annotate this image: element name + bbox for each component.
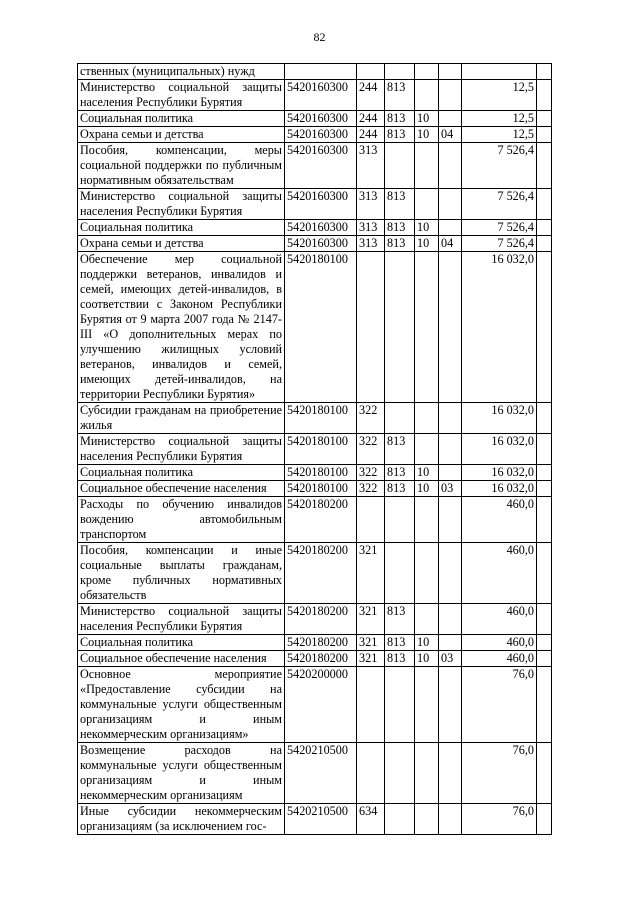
extra-column-cell (537, 127, 552, 143)
row-name-cell: Министерство социальной защиты населения Республики Бурятия (78, 434, 285, 465)
subsection-cell (439, 403, 462, 434)
target-code-cell: 5420210500 (285, 743, 357, 804)
row-name-cell: Расходы по обучению инвалидов вождению автомобильным транспортом (78, 497, 285, 543)
extra-column-cell (537, 403, 552, 434)
extra-column-cell (537, 111, 552, 127)
row-name-cell: Министерство социальной защиты населения Республики Бурятия (78, 80, 285, 111)
expense-type-cell: 322 (357, 403, 385, 434)
section-cell (415, 252, 439, 403)
section-cell: 10 (415, 635, 439, 651)
expense-type-cell: 244 (357, 127, 385, 143)
target-code-cell: 5420160300 (285, 111, 357, 127)
ministry-code-cell (385, 403, 415, 434)
amount-cell: 76,0 (462, 804, 537, 835)
row-name-cell: Иные субсидии некоммерческим организациям (за исключением гос- (78, 804, 285, 835)
table-row (78, 111, 552, 127)
section-cell (415, 543, 439, 604)
row-name-cell: Охрана семьи и детства (78, 236, 285, 252)
expense-type-cell (357, 252, 385, 403)
row-name-cell: Основное мероприятие «Предоставление субсидии на коммунальные услуги общественным организациям и иным некоммерческим организациям» (78, 667, 285, 743)
amount-cell: 16 032,0 (462, 481, 537, 497)
row-name-cell: Социальная политика (78, 220, 285, 236)
amount-cell: 16 032,0 (462, 252, 537, 403)
subsection-cell (439, 804, 462, 835)
row-name-cell: Министерство социальной защиты населения Республики Бурятия (78, 189, 285, 220)
extra-column-cell (537, 743, 552, 804)
extra-column-cell (537, 189, 552, 220)
ministry-code-cell (385, 497, 415, 543)
expense-type-cell: 322 (357, 481, 385, 497)
row-name-cell: ственных (муниципальных) нужд (78, 64, 285, 80)
section-cell (415, 403, 439, 434)
ministry-code-cell: 813 (385, 465, 415, 481)
amount-cell: 7 526,4 (462, 189, 537, 220)
expense-type-cell: 244 (357, 111, 385, 127)
target-code-cell: 5420160300 (285, 220, 357, 236)
expense-type-cell: 313 (357, 220, 385, 236)
table-row (78, 804, 552, 835)
ministry-code-cell (385, 743, 415, 804)
section-cell: 10 (415, 236, 439, 252)
section-cell: 10 (415, 651, 439, 667)
table-row (78, 80, 552, 111)
target-code-cell: 5420210500 (285, 804, 357, 835)
extra-column-cell (537, 434, 552, 465)
ministry-code-cell (385, 252, 415, 403)
table-row (78, 667, 552, 743)
expense-type-cell (357, 743, 385, 804)
target-code-cell: 5420180200 (285, 651, 357, 667)
target-code-cell: 5420160300 (285, 127, 357, 143)
subsection-cell: 03 (439, 651, 462, 667)
row-name-cell: Социальная политика (78, 111, 285, 127)
expense-type-cell (357, 667, 385, 743)
ministry-code-cell (385, 543, 415, 604)
subsection-cell (439, 465, 462, 481)
subsection-cell (439, 189, 462, 220)
section-cell (415, 143, 439, 189)
section-cell (415, 434, 439, 465)
target-code-cell: 5420180100 (285, 481, 357, 497)
ministry-code-cell: 813 (385, 604, 415, 635)
ministry-code-cell: 813 (385, 635, 415, 651)
section-cell (415, 804, 439, 835)
amount-cell: 12,5 (462, 127, 537, 143)
ministry-code-cell: 813 (385, 111, 415, 127)
table-row (78, 236, 552, 252)
target-code-cell: 5420180200 (285, 635, 357, 651)
target-code-cell: 5420200000 (285, 667, 357, 743)
extra-column-cell (537, 651, 552, 667)
section-cell (415, 667, 439, 743)
table-row (78, 497, 552, 543)
expense-type-cell: 313 (357, 143, 385, 189)
extra-column-cell (537, 667, 552, 743)
row-name-cell: Социальное обеспечение населения (78, 651, 285, 667)
target-code-cell: 5420180100 (285, 434, 357, 465)
table-row (78, 252, 552, 403)
section-cell (415, 743, 439, 804)
amount-cell: 76,0 (462, 743, 537, 804)
expense-type-cell: 244 (357, 80, 385, 111)
target-code-cell: 5420180200 (285, 604, 357, 635)
target-code-cell: 5420180200 (285, 497, 357, 543)
table-row (78, 481, 552, 497)
table-row (78, 543, 552, 604)
extra-column-cell (537, 252, 552, 403)
table-row (78, 189, 552, 220)
amount-cell: 12,5 (462, 111, 537, 127)
table-row (78, 743, 552, 804)
amount-cell: 16 032,0 (462, 465, 537, 481)
row-name-cell: Социальное обеспечение населения (78, 481, 285, 497)
subsection-cell: 03 (439, 481, 462, 497)
subsection-cell (439, 64, 462, 80)
table-row (78, 220, 552, 236)
amount-cell: 7 526,4 (462, 236, 537, 252)
subsection-cell (439, 143, 462, 189)
extra-column-cell (537, 143, 552, 189)
expense-type-cell: 322 (357, 465, 385, 481)
row-name-cell: Пособия, компенсации, меры социальной поддержки по публичным нормативным обязательствам (78, 143, 285, 189)
section-cell: 10 (415, 220, 439, 236)
row-name-cell: Пособия, компенсации и иные социальные выплаты гражданам, кроме публичных нормативных обязательств (78, 543, 285, 604)
table-row (78, 64, 552, 80)
ministry-code-cell (385, 804, 415, 835)
extra-column-cell (537, 604, 552, 635)
ministry-code-cell: 813 (385, 434, 415, 465)
amount-cell: 7 526,4 (462, 143, 537, 189)
target-code-cell: 5420180200 (285, 543, 357, 604)
subsection-cell (439, 252, 462, 403)
row-name-cell: Охрана семьи и детства (78, 127, 285, 143)
subsection-cell (439, 635, 462, 651)
ministry-code-cell: 813 (385, 189, 415, 220)
row-name-cell: Возмещение расходов на коммунальные услуги общественным организациям и иным некоммерческим организациям (78, 743, 285, 804)
section-cell: 10 (415, 111, 439, 127)
amount-cell: 12,5 (462, 80, 537, 111)
ministry-code-cell: 813 (385, 80, 415, 111)
expense-type-cell: 321 (357, 651, 385, 667)
target-code-cell: 5420160300 (285, 189, 357, 220)
row-name-cell: Социальная политика (78, 465, 285, 481)
subsection-cell (439, 543, 462, 604)
subsection-cell (439, 667, 462, 743)
expense-type-cell: 322 (357, 434, 385, 465)
extra-column-cell (537, 220, 552, 236)
table-row (78, 127, 552, 143)
section-cell (415, 80, 439, 111)
row-name-cell: Обеспечение мер социальной поддержки ветеранов, инвалидов и семей, имеющих детей-инвалидов, в соответствии с Законом Республики Бурятия от 9 марта 2007 года № 2147-III «О дополнительных мерах по улучшению жилищных условий ветеранов, инвалидов и семей, имеющих детей-инвалидов, на территории Республики Бурятия» (78, 252, 285, 403)
target-code-cell: 5420180100 (285, 403, 357, 434)
expense-type-cell: 634 (357, 804, 385, 835)
target-code-cell: 5420180100 (285, 465, 357, 481)
subsection-cell (439, 220, 462, 236)
table-row (78, 651, 552, 667)
table-row (78, 635, 552, 651)
section-cell (415, 64, 439, 80)
target-code-cell: 5420160300 (285, 143, 357, 189)
ministry-code-cell: 813 (385, 481, 415, 497)
row-name-cell: Социальная политика (78, 635, 285, 651)
subsection-cell (439, 80, 462, 111)
table-row (78, 143, 552, 189)
target-code-cell: 5420180100 (285, 252, 357, 403)
section-cell (415, 497, 439, 543)
subsection-cell: 04 (439, 236, 462, 252)
expense-type-cell: 313 (357, 236, 385, 252)
ministry-code-cell (385, 143, 415, 189)
amount-cell: 460,0 (462, 635, 537, 651)
amount-cell: 76,0 (462, 667, 537, 743)
target-code-cell: 5420160300 (285, 236, 357, 252)
extra-column-cell (537, 543, 552, 604)
subsection-cell (439, 111, 462, 127)
amount-cell: 460,0 (462, 543, 537, 604)
ministry-code-cell: 813 (385, 220, 415, 236)
table-body (78, 64, 552, 835)
subsection-cell (439, 497, 462, 543)
subsection-cell (439, 604, 462, 635)
amount-cell: 7 526,4 (462, 220, 537, 236)
subsection-cell: 04 (439, 127, 462, 143)
section-cell: 10 (415, 127, 439, 143)
expense-type-cell (357, 497, 385, 543)
section-cell: 10 (415, 481, 439, 497)
extra-column-cell (537, 64, 552, 80)
target-code-cell: 5420160300 (285, 80, 357, 111)
ministry-code-cell: 813 (385, 236, 415, 252)
table-row (78, 604, 552, 635)
row-name-cell: Министерство социальной защиты населения Республики Бурятия (78, 604, 285, 635)
ministry-code-cell: 813 (385, 651, 415, 667)
expense-type-cell (357, 64, 385, 80)
target-code-cell (285, 64, 357, 80)
section-cell: 10 (415, 465, 439, 481)
extra-column-cell (537, 635, 552, 651)
subsection-cell (439, 743, 462, 804)
amount-cell (462, 64, 537, 80)
ministry-code-cell (385, 64, 415, 80)
amount-cell: 16 032,0 (462, 403, 537, 434)
section-cell (415, 189, 439, 220)
extra-column-cell (537, 236, 552, 252)
table-row (78, 403, 552, 434)
page-number: 82 (313, 30, 326, 44)
amount-cell: 460,0 (462, 497, 537, 543)
expense-type-cell: 313 (357, 189, 385, 220)
extra-column-cell (537, 80, 552, 111)
table-row (78, 434, 552, 465)
amount-cell: 460,0 (462, 651, 537, 667)
expense-type-cell: 321 (357, 604, 385, 635)
extra-column-cell (537, 481, 552, 497)
expense-type-cell: 321 (357, 543, 385, 604)
ministry-code-cell: 813 (385, 127, 415, 143)
amount-cell: 460,0 (462, 604, 537, 635)
extra-column-cell (537, 465, 552, 481)
table-row (78, 465, 552, 481)
subsection-cell (439, 434, 462, 465)
row-name-cell: Субсидии гражданам на приобретение жилья (78, 403, 285, 434)
extra-column-cell (537, 804, 552, 835)
ministry-code-cell (385, 667, 415, 743)
expense-type-cell: 321 (357, 635, 385, 651)
amount-cell: 16 032,0 (462, 434, 537, 465)
section-cell (415, 604, 439, 635)
extra-column-cell (537, 497, 552, 543)
budget-table (77, 63, 552, 835)
